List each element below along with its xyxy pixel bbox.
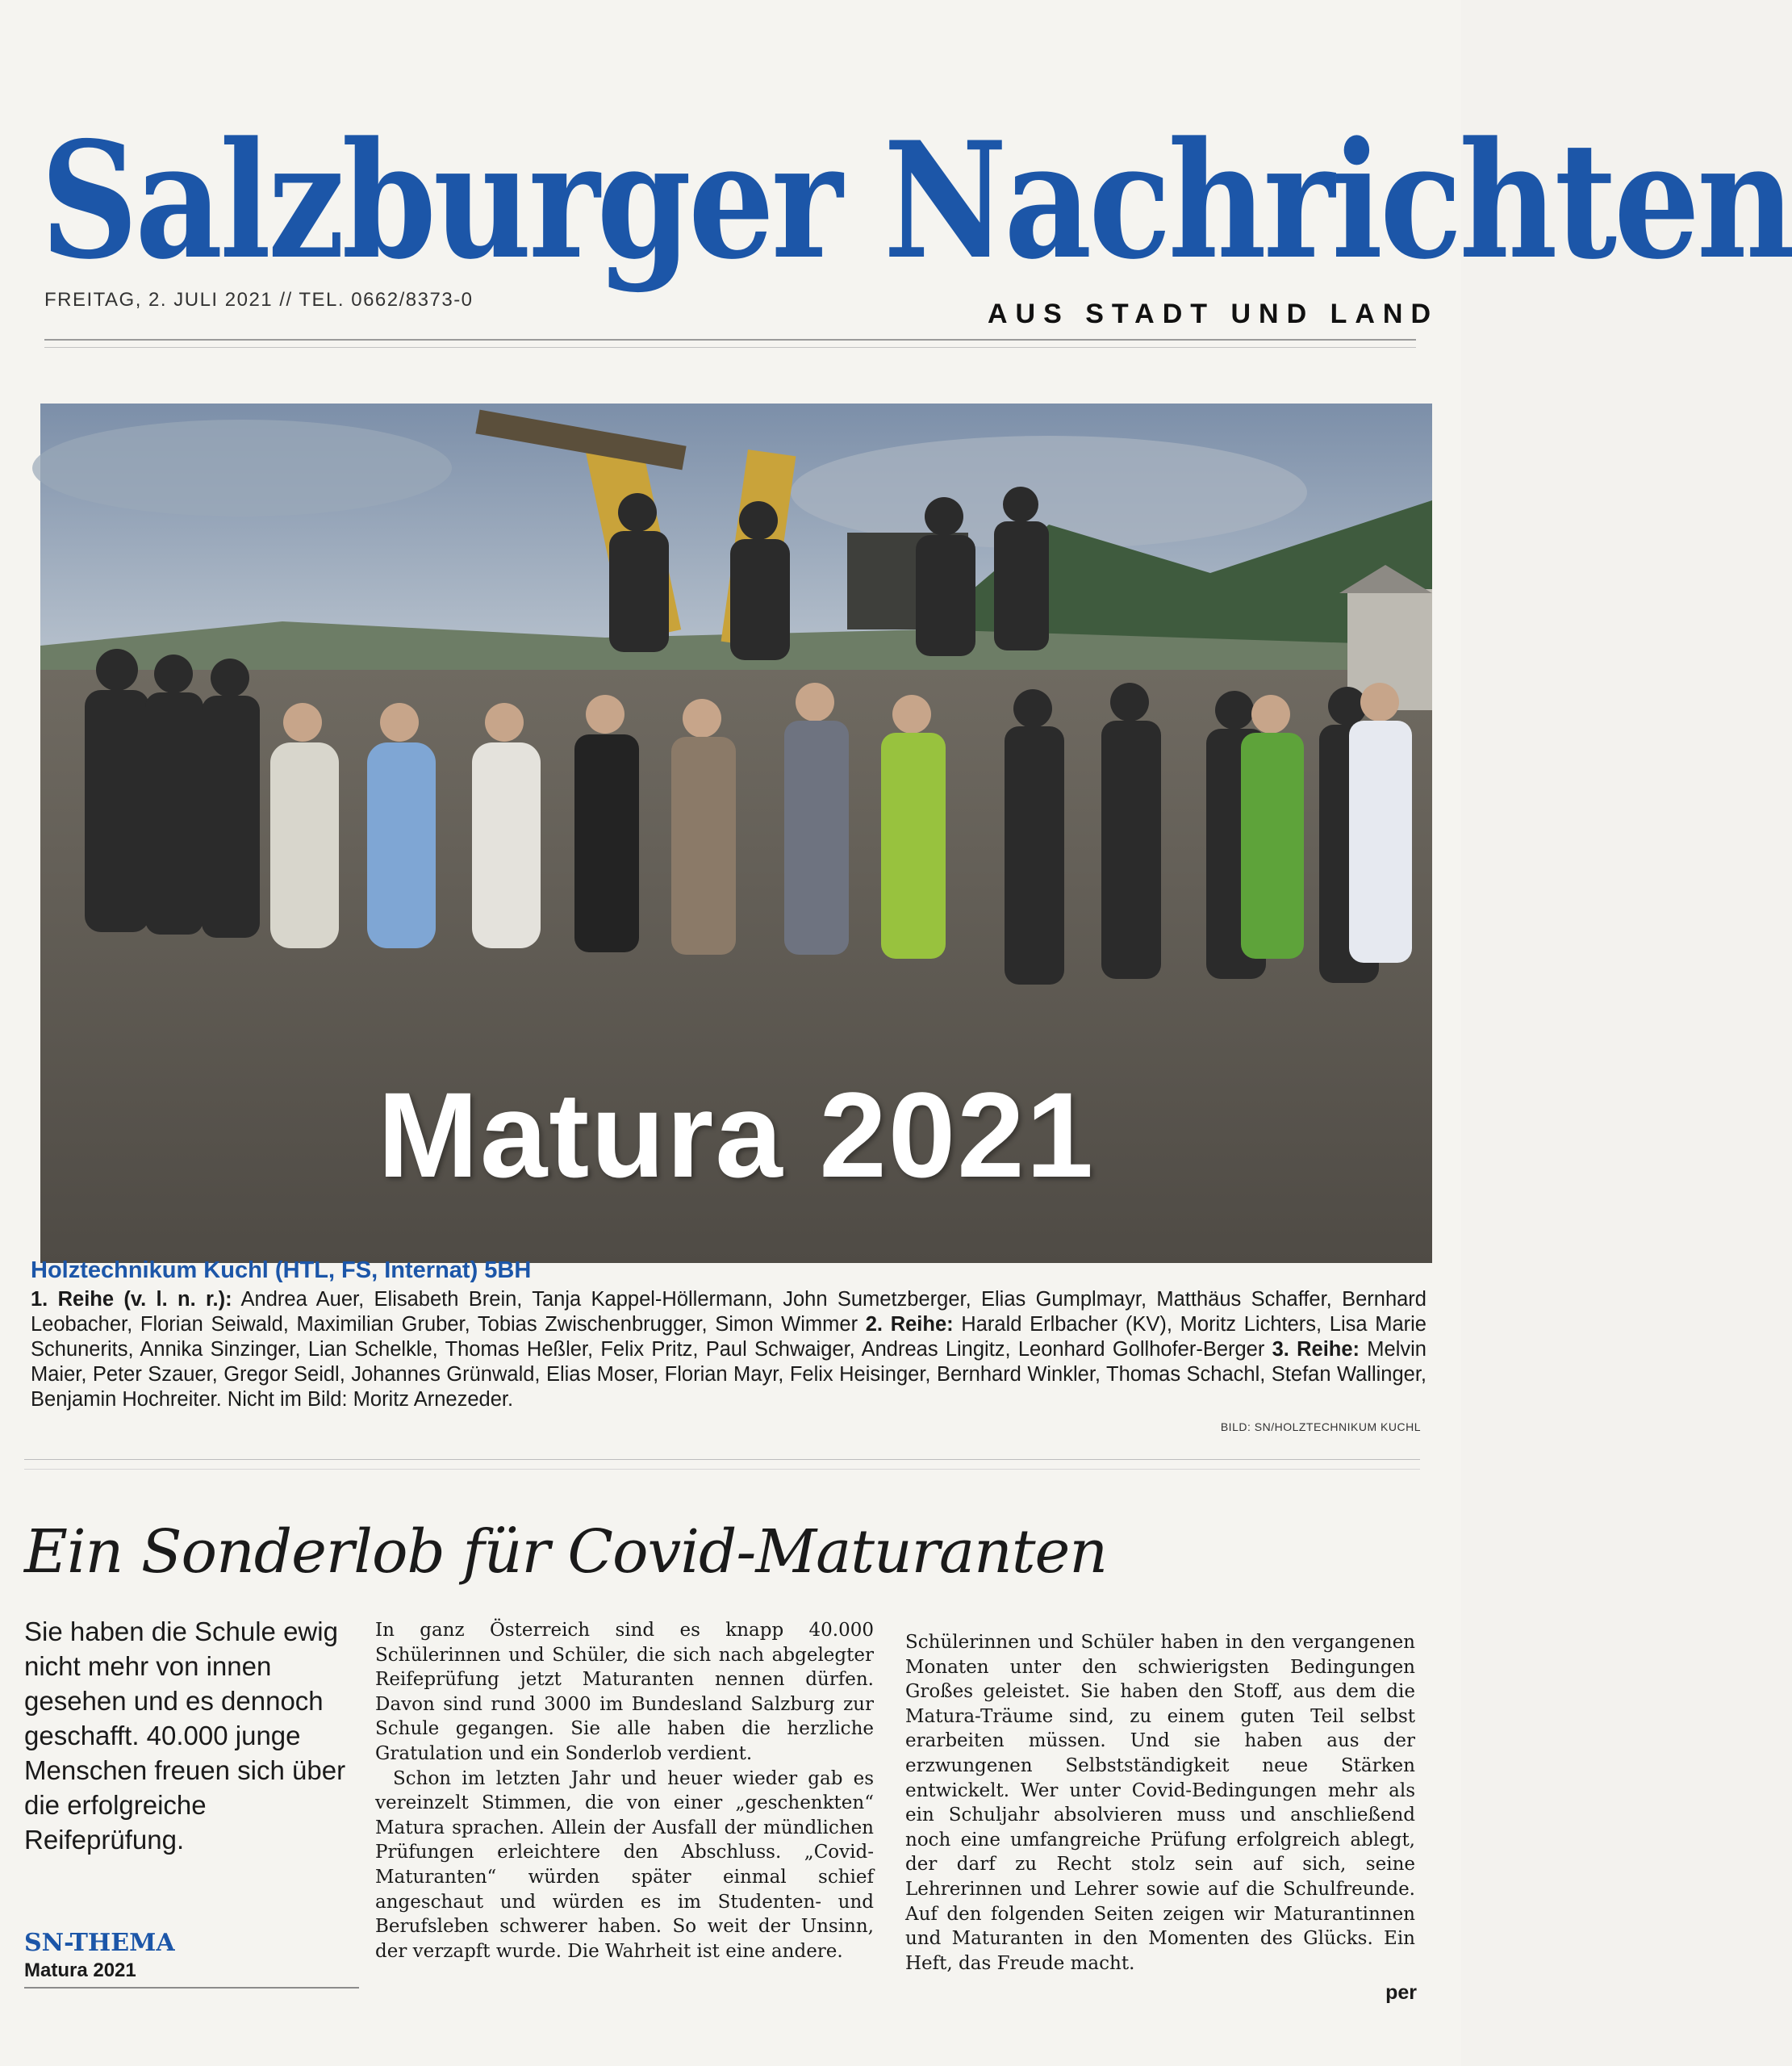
article-column-1 bbox=[375, 1618, 874, 1964]
paragraph: Schülerinnen und Schüler haben in den vergangenen Monaten unter den schwierigsten Bedingungen Großes geleistet. Sie haben den Stoff, aus dem die Matura-Träume sind, zu einem guten Teil selbst erarbeiten müssen. Und sie haben aus der erzwungenen Selbstständigkeit neue Stärken entwickelt. Wer unter Covid-Bedingungen mehr als ein Schuljahr absolvieren muss und anschließend noch eine umfangreiche Prüfung erfolgreich ablegt, der darf zu Recht stolz sein auf sich, seine Lehrerinnen und Lehrer sowie auf die Schulfreunde. Auf den folgenden Seiten zeigen wir Maturantinnen und Maturanten in den Momenten des Glücks. Ein Heft, das Freude macht. bbox=[905, 1632, 1415, 1974]
photo-headline: Matura 2021 bbox=[377, 1067, 1096, 1202]
caption-row-names: Harald Erlbacher (KV), Moritz Lichters, Lisa Marie Schunerits, Annika Sinzinger, Lian Schelkle, Thomas Heßler, Felix Pritz, Paul Schwaiger, Andreas Lingitz, Leonhard Gollhofer-Berger bbox=[31, 1313, 1426, 1361]
divider bbox=[24, 1987, 359, 1989]
section-name: AUS STADT UND LAND bbox=[987, 299, 1439, 329]
caption-names bbox=[31, 1287, 1426, 1412]
caption-row-label: 2. Reihe: bbox=[865, 1313, 954, 1336]
article-lead: Sie haben die Schule ewig nicht mehr von innen gesehen und es dennoch geschafft. 40.000 junge Menschen freuen sich über die erfolgreiche Reifeprüfung. bbox=[24, 1616, 346, 1855]
masthead-title: Salzburger Nachrichten bbox=[40, 106, 1792, 295]
photo-credit: BILD: SN/HOLZTECHNIKUM KUCHL bbox=[1220, 1420, 1421, 1433]
author-initials: per bbox=[1385, 1981, 1417, 2004]
caption-title: Holztechnikum Kuchl (HTL, FS, Internat) 5BH bbox=[31, 1257, 532, 1283]
section-kicker: SN-THEMA bbox=[24, 1929, 175, 1957]
caption-row-names: Melvin Maier, Peter Szauer, Gregor Seidl, Johannes Grünwald, Elias Moser, Florian Mayr, Felix Heisinger, Bernhard Winkler, Thomas Schachl, Stefan Wallinger, Benjamin Hochreiter. Nicht im Bild: Moritz Arnezeder. bbox=[31, 1338, 1426, 1411]
paragraph: Schon im letzten Jahr und heuer wieder gab es vereinzelt Stimmen, die von einer „geschenkten“ Matura sprachen. Allein der Ausfall der mündlichen Prüfungen erleichtere den Abschluss. „Covid-Maturanten“ würden später einmal schief angeschaut und würden es im Studenten- und Berufsleben schwerer haben. So weit der Unsinn, der verzapft wurde. Die Wahrheit ist eine andere. bbox=[375, 1767, 874, 1962]
caption-row-label: 1. Reihe (v. l. n. r.): bbox=[31, 1288, 232, 1311]
divider bbox=[24, 1469, 1420, 1470]
divider bbox=[44, 347, 1416, 348]
section-topic: Matura 2021 bbox=[24, 1959, 136, 1981]
divider bbox=[24, 1459, 1420, 1460]
caption-row-label: 3. Reihe: bbox=[1272, 1338, 1360, 1361]
divider bbox=[44, 339, 1416, 341]
group-photo bbox=[40, 404, 1432, 1263]
caption-row-names: Andrea Auer, Elisabeth Brein, Tanja Kappel-Höllermann, John Sumetzberger, Elias Gumplmayr, Matthäus Schaffer, Bernhard Leobacher, Florian Seiwald, Maximilian Gruber, Tobias Zwischenbrugger, Simon Wimmer bbox=[31, 1288, 1426, 1336]
article-column-2 bbox=[905, 1630, 1415, 1976]
dateline: FREITAG, 2. JULI 2021 // TEL. 0662/8373-0 bbox=[44, 289, 474, 311]
article-headline: Ein Sonderlob für Covid-Maturanten bbox=[24, 1517, 1108, 1587]
paragraph: In ganz Österreich sind es knapp 40.000 Schülerinnen und Schüler, die sich nach abgelegter Reifeprüfung jetzt Maturanten nennen dürfen. Davon sind rund 3000 im Bundesland Salzburg zur Schule gegangen. Sie alle haben die herzliche Gratulation und ein Sonderlob verdient. bbox=[375, 1620, 874, 1764]
